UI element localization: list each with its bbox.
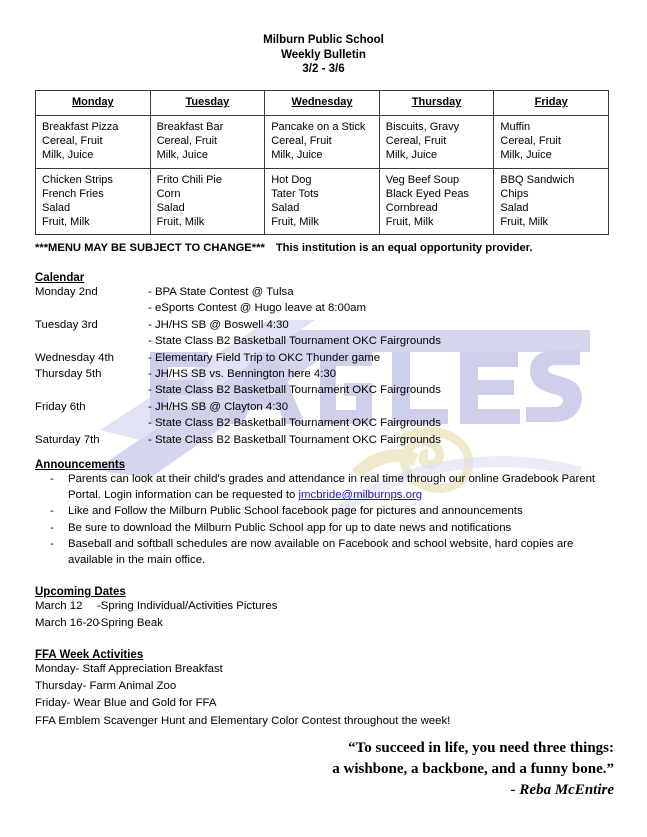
date-range: 3/2 - 3/6 [302,63,345,76]
quote-attribution: - Reba McEntire [510,782,614,798]
calendar-day: Friday 6th [35,400,86,413]
menu-disclaimer [35,241,533,255]
closing-quote [332,738,614,801]
announcement-text: Like and Follow the Milburn Public School facebook page for pictures and announcements [68,505,523,518]
calendar-row [35,366,605,382]
menu-cell: Breakfast Pizza Cereal, Fruit Milk, Juice [36,116,151,169]
calendar-row [35,382,605,398]
menu-change-notice: ***MENU MAY BE SUBJECT TO CHANGE*** [35,242,265,254]
bullet-dash-icon: - [50,537,54,550]
announcement-body: Parents can look at their child's grades and attendance in real time through our online Gradebook Parent Portal. Login information can be requested to [68,473,596,502]
announcement-item [35,536,610,568]
calendar-event: - State Class B2 Basketball Tournament OKC Fairgrounds [148,433,441,446]
calendar-day: Thursday 5th [35,368,102,381]
upcoming-date: March 16-20 [35,617,99,629]
school-name: Milburn Public School [263,34,384,46]
bullet-dash-icon: - [50,521,54,534]
page-header [0,0,647,77]
calendar-row [35,432,605,448]
calendar-event: - JH/HS SB @ Clayton 4:30 [148,400,289,413]
ffa-week-heading: FFA Week Activities [35,649,144,661]
ffa-activity: FFA Emblem Scavenger Hunt and Elementary Color Contest throughout the week! [35,714,451,727]
equal-opportunity-notice: This institution is an equal opportunity provider. [275,242,533,254]
gradebook-email-link[interactable]: jmcbride@milburnps.org [298,489,423,502]
menu-day-label: Tuesday [185,96,230,108]
menu-cell: BBQ Sandwich Chips Salad Fruit, Milk [494,168,609,235]
ffa-activity: Friday- Wear Blue and Gold for FFA [35,697,217,710]
menu-cell: Hot Dog Tater Tots Salad Fruit, Milk [265,168,380,235]
calendar-day: Saturday 7th [35,433,100,446]
weekly-menu-table [35,90,609,235]
calendar-row [35,415,605,431]
calendar-event: - BPA State Contest @ Tulsa [148,286,294,298]
menu-cell: Chicken Strips French Fries Salad Fruit, Milk [36,168,151,235]
upcoming-date: March 12 [35,600,83,612]
menu-day-header [150,91,265,116]
menu-cell: Biscuits, Gravy Cereal, Fruit Milk, Juice [379,116,494,169]
calendar-row [35,317,605,333]
calendar-event: - State Class B2 Basketball Tournament OKC Fairgrounds [148,417,441,430]
announcement-item [35,503,610,519]
calendar-day: Tuesday 3rd [35,318,98,331]
upcoming-description: -Spring Beak [97,617,163,629]
menu-cell: Pancake on a Stick Cereal, Fruit Milk, Juice [265,116,380,169]
ffa-activity: Monday- Staff Appreciation Breakfast [35,663,223,675]
menu-cell: Breakfast Bar Cereal, Fruit Milk, Juice [150,116,265,169]
menu-cell: Muffin Cereal, Fruit Milk, Juice [494,116,609,169]
menu-cell: Veg Beef Soup Black Eyed Peas Cornbread Fruit, Milk [379,168,494,235]
page-title: Weekly Bulletin [281,48,366,61]
announcement-item [35,520,610,536]
upcoming-dates-heading: Upcoming Dates [35,586,126,598]
calendar-event: - eSports Contest @ Hugo leave at 8:00am [148,302,366,315]
calendar-row [35,284,605,300]
calendar-event: - State Class B2 Basketball Tournament OKC Fairgrounds [148,335,441,348]
menu-day-label: Thursday [411,96,462,108]
menu-day-header [379,91,494,116]
upcoming-description: -Spring Individual/Activities Pictures [97,600,278,612]
breakfast-row [36,116,609,169]
lunch-row [36,168,609,235]
quote-line-1: “To succeed in life, you need three things: [348,740,614,756]
bullet-dash-icon: - [50,505,54,518]
upcoming-dates-list [35,598,277,632]
calendar-event: - JH/HS SB vs. Bennington here 4:30 [148,368,337,381]
quote-line-2: a wishbone, a backbone, and a funny bone.” [332,761,614,777]
menu-day-label: Monday [72,96,114,108]
menu-day-header [36,91,151,116]
calendar-heading: Calendar [35,272,85,284]
menu-day-label: Wednesday [291,96,353,108]
calendar-row [35,399,605,415]
menu-day-header [494,91,609,116]
announcement-text [68,471,610,503]
calendar-day: Monday 2nd [35,286,98,298]
calendar-event: - JH/HS SB @ Boswell 4:30 [148,318,289,331]
menu-cell: Frito Chili Pie Corn Salad Fruit, Milk [150,168,265,235]
calendar-day: Wednesday 4th [35,351,114,364]
announcement-text: Baseball and softball schedules are now available on Facebook and school website, hard copies are available in the main office. [68,537,574,567]
calendar-row [35,333,605,349]
bullet-dash-icon: - [50,473,54,485]
ffa-activity: Thursday- Farm Animal Zoo [35,680,177,693]
upcoming-row [35,615,277,632]
calendar-event: - Elementary Field Trip to OKC Thunder game [148,351,381,364]
announcement-item [35,471,610,503]
menu-day-label: Friday [534,96,568,108]
calendar-list [35,284,605,448]
announcements-heading: Announcements [35,459,126,471]
upcoming-row [35,598,277,615]
calendar-row [35,300,605,316]
menu-day-header [265,91,380,116]
ffa-activities-list [35,661,450,730]
calendar-row [35,350,605,366]
announcement-text: Be sure to download the Milburn Public School app for up to date news and notifications [68,521,512,534]
menu-header-row [36,91,609,116]
announcements-list [35,471,610,568]
calendar-event: - State Class B2 Basketball Tournament OKC Fairgrounds [148,384,441,397]
